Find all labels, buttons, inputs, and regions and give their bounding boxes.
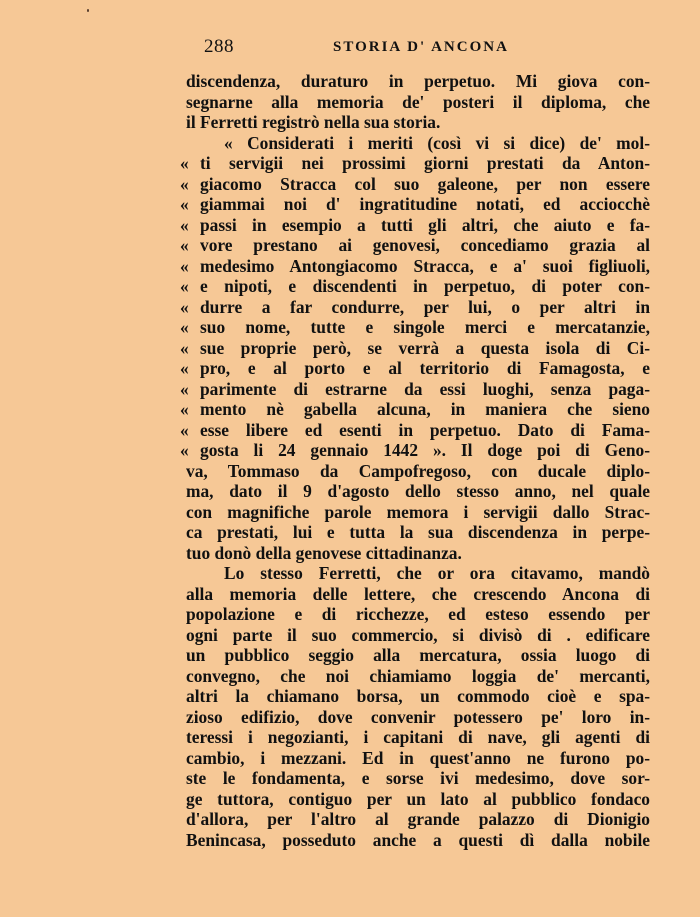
ink-speck [87,9,89,12]
text-line: discendenza, duraturo in perpetuo. Mi giova con- [186,71,650,91]
quote-mark: « [180,399,189,419]
line-text: mento nè gabella alcuna, in maniera che sieno [200,399,650,419]
line-text: durre a far condurre, per lui, o per altri in [200,296,650,317]
text-line: un pubblico seggio alla mercatura, ossia luogo di [186,645,650,665]
text-line: il Ferretti registrò nella sua storia. [186,112,441,132]
text-line: teressi i negozianti, i capitani di nave, gli agenti di [186,727,650,747]
text-line [180,276,650,297]
text-line: convegno, che noi chiamiamo loggia de' mercanti, [186,665,650,686]
line-text: parimente di estrarne da essi luoghi, senza paga- [200,378,650,399]
text-line [180,173,650,195]
text-line: « Considerati i meriti (così vi si dice) de' mol- [224,132,650,153]
text-line: zioso edifizio, dove convenir potessero pe' loro in- [186,706,650,727]
line-text: suo nome, tutte e singole merci e mercatanzie, [200,317,650,337]
quote-mark: « [180,276,189,296]
text-line: va, Tommaso da Campofregoso, con ducale diplo- [186,460,650,481]
text-line: d'allora, per l'altro al grande palazzo di Dionigio [186,809,650,829]
quote-mark: « [180,255,189,276]
line-text: pro, e al porto e al territorio di Famagosta, e [200,358,650,378]
quote-mark: « [180,235,189,255]
text-line: ogni parte il suo commercio, si divisò di . edificare [186,624,650,645]
text-line: tuo donò della genovese cittadinanza. [186,542,462,563]
text-line: alla memoria delle lettere, che crescendo Ancona di [186,583,650,604]
line-text: medesimo Antongiacomo Stracca, e a' suoi figliuoli, [200,255,650,276]
text-line [180,399,650,420]
body-text [180,71,650,850]
line-text: giammai noi d' ingratitudine notati, ed acciocchè [200,194,650,214]
quote-mark: « [180,378,189,399]
text-line: Lo stesso Ferretti, che or ora citavamo, mandò [224,563,650,583]
quote-mark: « [180,419,189,440]
text-line: popolazione e di ricchezze, ed esteso essendo per [186,604,650,624]
text-line: ge tuttora, contiguo per un lato al pubblico fondaco [186,788,650,809]
text-line [180,378,650,400]
quote-mark: « [180,317,189,337]
text-line: Benincasa, posseduto anche a questi dì dalla nobile [186,829,650,850]
text-line: ca prestati, lui e tutta la sua discendenza in perpe- [186,522,650,542]
text-line [180,153,650,174]
line-text: ti servigii nei prossimi giorni prestati da Anton- [200,153,650,173]
quote-mark: « [180,173,189,194]
quote-mark: « [180,214,189,235]
page-header [0,36,700,60]
text-line [180,337,650,359]
text-line [180,214,650,236]
text-line [180,255,650,277]
line-text: esse libere ed esenti in perpetuo. Dato di Fama- [200,419,650,440]
line-text: sue proprie però, se verrà a questa isola di Ci- [200,337,650,358]
quote-mark: « [180,194,189,214]
text-line: ma, dato il 9 d'agosto dello stesso anno, nel quale [186,481,650,501]
line-text: giacomo Stracca col suo galeone, per non essere [200,173,650,194]
line-text: gosta li 24 gennaio 1442 ». Il doge poi di Geno- [200,440,650,460]
text-line [180,440,650,461]
text-line: altri la chiamano borsa, un commodo cioè e spa- [186,686,650,706]
text-line: con magnifiche parole memora i servigii dallo Strac- [186,501,650,522]
text-line [180,194,650,215]
text-line [180,358,650,379]
page-number: 288 [204,36,234,57]
running-title: STORIA D' ANCONA [333,39,509,55]
text-line: ste le fondamenta, e sorse ivi medesimo, dove sor- [186,768,650,788]
text-line [180,317,650,338]
quote-mark: « [180,358,189,378]
text-line: cambio, i mezzani. Ed in quest'anno ne furono po- [186,747,650,768]
quote-mark: « [180,296,189,317]
line-text: e nipoti, e discendenti in perpetuo, di poter con- [200,276,650,296]
line-text: passi in esempio a tutti gli altri, che aiuto e fa- [200,214,650,235]
quote-mark: « [180,440,189,460]
text-line: segnarne alla memoria de' posteri il diploma, che [186,91,650,112]
quote-mark: « [180,153,189,173]
line-text: vore prestano ai genovesi, concediamo grazia al [200,235,650,255]
text-line [180,235,650,256]
text-line [180,419,650,441]
quote-mark: « [180,337,189,358]
text-line [180,296,650,318]
